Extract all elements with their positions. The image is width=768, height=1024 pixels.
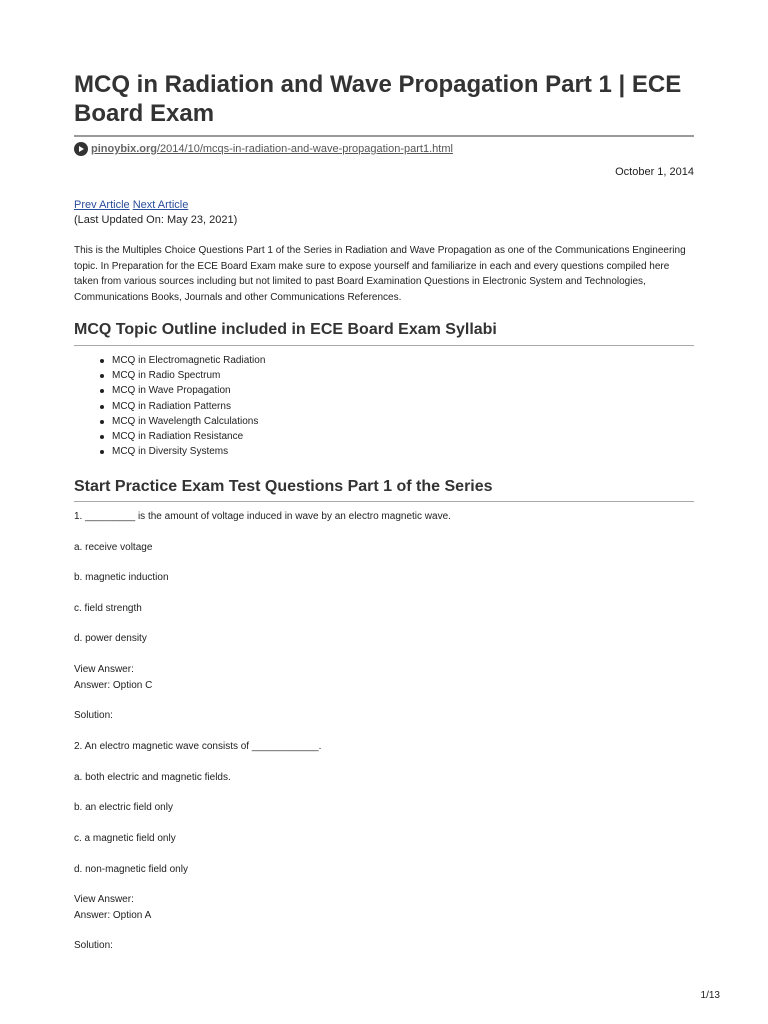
- question-text: 1. _________ is the amount of voltage induced in wave by an electro magnetic wave.: [74, 511, 451, 522]
- list-item: MCQ in Electromagnetic Radiation: [112, 353, 265, 368]
- option-a: a. both electric and magnetic fields.: [74, 772, 231, 783]
- prev-article-link[interactable]: Prev Article: [74, 199, 130, 211]
- option-b: b. magnetic induction: [74, 572, 169, 583]
- article-nav: [74, 197, 188, 213]
- list-item: MCQ in Radio Spectrum: [112, 368, 265, 383]
- answer-text: Answer: Option A: [74, 910, 152, 921]
- option-a: a. receive voltage: [74, 542, 153, 553]
- outline-divider: [74, 345, 694, 346]
- source-path: /2014/10/mcqs-in-radiation-and-wave-propagation-part1.html: [157, 143, 453, 155]
- question-text: 2. An electro magnetic wave consists of ____________.: [74, 741, 322, 752]
- answer-text: Answer: Option C: [74, 680, 153, 691]
- source-domain: pinoybix.org: [91, 143, 157, 155]
- list-item: MCQ in Diversity Systems: [112, 444, 265, 459]
- title-divider: [74, 135, 694, 137]
- page-number: 1/13: [700, 990, 720, 1001]
- last-updated: (Last Updated On: May 23, 2021): [74, 214, 238, 226]
- source-link[interactable]: [91, 143, 453, 155]
- list-item: MCQ in Wave Propagation: [112, 383, 265, 398]
- list-item: MCQ in Radiation Resistance: [112, 429, 265, 444]
- publish-date: October 1, 2014: [615, 166, 694, 178]
- next-article-link[interactable]: Next Article: [132, 199, 189, 211]
- practice-divider: [74, 501, 694, 502]
- list-item: MCQ in Radiation Patterns: [112, 399, 265, 414]
- view-answer-toggle[interactable]: View Answer:: [74, 664, 134, 675]
- topic-list: [74, 353, 265, 459]
- page-title: MCQ in Radiation and Wave Propagation Part 1 | ECE Board Exam: [74, 71, 682, 127]
- intro-paragraph: This is the Multiples Choice Questions Part 1 of the Series in Radiation and Wave Propagation as one of the Communications Engineering topic. In Preparation for the ECE Board Exam make sure to expose yourself and familiarize in each and every questions compiled here taken from various sources including but not limited to past Board Examination Questions in Electronic System and Technologies, Communications Books, Journals and other Communications References.: [74, 245, 686, 303]
- option-b: b. an electric field only: [74, 802, 173, 813]
- list-item: MCQ in Wavelength Calculations: [112, 414, 265, 429]
- option-c: c. field strength: [74, 603, 142, 614]
- source-url[interactable]: [74, 141, 453, 157]
- solution-label: Solution:: [74, 940, 113, 951]
- solution-label: Solution:: [74, 710, 113, 721]
- play-icon: [74, 142, 88, 156]
- view-answer-toggle[interactable]: View Answer:: [74, 894, 134, 905]
- option-c: c. a magnetic field only: [74, 833, 176, 844]
- option-d: d. non-magnetic field only: [74, 864, 188, 875]
- option-d: d. power density: [74, 633, 147, 644]
- outline-heading: MCQ Topic Outline included in ECE Board Exam Syllabi: [74, 321, 497, 338]
- practice-heading: Start Practice Exam Test Questions Part 1 of the Series: [74, 478, 493, 495]
